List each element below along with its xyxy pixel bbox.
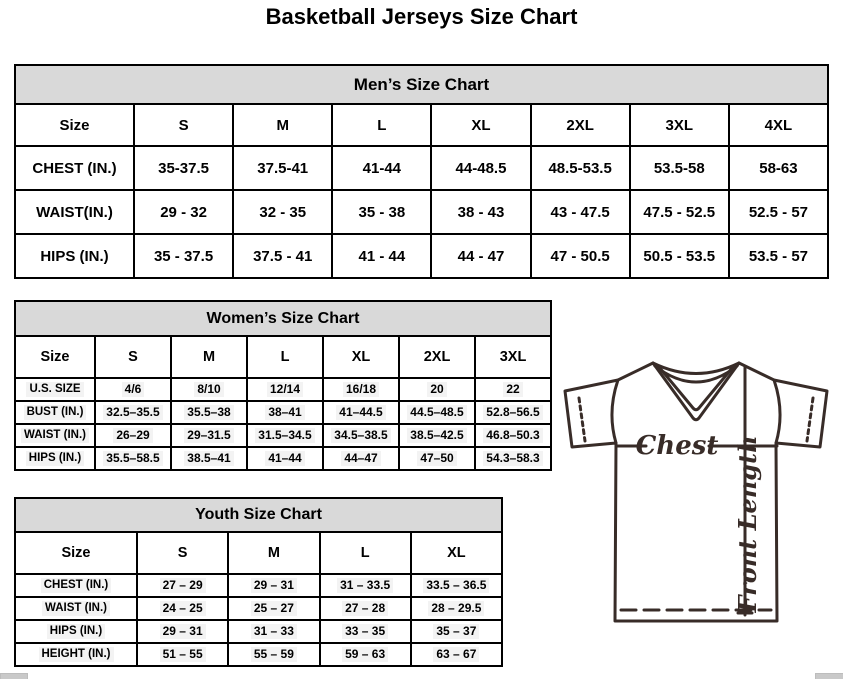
youth-value-cell — [320, 574, 411, 597]
womens-value-cell — [399, 378, 475, 401]
womens-col-header-s: S — [95, 336, 171, 378]
youth-value-cell-text: 25 – 27 — [251, 601, 297, 616]
womens-value-cell-text: 12/14 — [267, 382, 303, 397]
youth-value-cell — [411, 597, 502, 620]
womens-value-cell-text: 16/18 — [343, 382, 379, 397]
womens-value-cell — [323, 401, 399, 424]
womens-value-cell-text: 54.3–58.3 — [483, 451, 542, 466]
mens-value-cell: 37.5 - 41 — [233, 234, 332, 278]
youth-value-cell-text: 33.5 – 36.5 — [423, 578, 489, 593]
youth-value-cell — [137, 643, 228, 666]
mens-col-header-s: S — [134, 104, 233, 146]
youth-row-label — [15, 620, 137, 643]
youth-value-cell-text: 31 – 33.5 — [337, 578, 393, 593]
youth-value-cell — [137, 597, 228, 620]
mens-value-cell: 50.5 - 53.5 — [630, 234, 729, 278]
womens-value-cell — [475, 424, 551, 447]
womens-value-cell — [171, 447, 247, 470]
womens-row-label — [15, 401, 95, 424]
womens-value-cell-text: 44–47 — [341, 451, 380, 466]
mens-col-header-3xl: 3XL — [630, 104, 729, 146]
womens-value-cell-text: 52.8–56.5 — [483, 405, 542, 420]
womens-value-cell — [171, 401, 247, 424]
mens-table-title: Men’s Size Chart — [15, 65, 828, 104]
mens-size-chart-table — [14, 64, 829, 279]
womens-col-header-3xl: 3XL — [475, 336, 551, 378]
womens-value-cell — [475, 401, 551, 424]
mens-value-cell: 41-44 — [332, 146, 431, 190]
youth-value-cell-text: 35 – 37 — [433, 624, 479, 639]
womens-value-cell — [95, 401, 171, 424]
womens-value-cell — [171, 424, 247, 447]
jersey-outline-shape — [565, 363, 827, 621]
womens-value-cell-text: 41–44.5 — [336, 405, 385, 420]
womens-value-cell — [323, 424, 399, 447]
youth-value-cell — [228, 597, 319, 620]
youth-row-label — [15, 574, 137, 597]
youth-value-cell-text: 24 – 25 — [160, 601, 206, 616]
youth-value-cell — [320, 620, 411, 643]
womens-row-label — [15, 378, 95, 401]
womens-row-label-text: U.S. SIZE — [26, 382, 83, 396]
youth-value-cell — [320, 597, 411, 620]
womens-value-cell-text: 47–50 — [417, 451, 456, 466]
womens-value-cell-text: 20 — [427, 382, 446, 397]
mens-value-cell: 38 - 43 — [431, 190, 530, 234]
womens-row-label — [15, 424, 95, 447]
womens-value-cell-text: 38–41 — [265, 405, 304, 420]
womens-col-header-xl: XL — [323, 336, 399, 378]
mens-col-header-4xl: 4XL — [729, 104, 828, 146]
womens-value-cell-text: 46.8–50.3 — [483, 428, 542, 443]
womens-value-cell — [247, 401, 323, 424]
youth-value-cell — [411, 620, 502, 643]
youth-value-cell-text: 55 – 59 — [251, 647, 297, 662]
womens-col-header-l: L — [247, 336, 323, 378]
youth-value-cell-text: 63 – 67 — [433, 647, 479, 662]
youth-value-cell — [228, 620, 319, 643]
mens-value-cell: 58-63 — [729, 146, 828, 190]
womens-value-cell — [475, 447, 551, 470]
mens-row-label: HIPS (IN.) — [15, 234, 134, 278]
page-title: Basketball Jerseys Size Chart — [265, 4, 578, 29]
horizontal-scrollbar-fragment-right[interactable] — [815, 673, 843, 679]
youth-col-header-m: M — [228, 532, 319, 574]
womens-value-cell-text: 34.5–38.5 — [331, 428, 390, 443]
womens-value-cell — [247, 378, 323, 401]
youth-value-cell-text: 59 – 63 — [342, 647, 388, 662]
womens-value-cell-text: 44.5–48.5 — [407, 405, 466, 420]
womens-value-cell — [475, 378, 551, 401]
mens-value-cell: 48.5-53.5 — [531, 146, 630, 190]
womens-col-header-m: M — [171, 336, 247, 378]
mens-value-cell: 43 - 47.5 — [531, 190, 630, 234]
mens-col-header-2xl: 2XL — [531, 104, 630, 146]
mens-value-cell: 47.5 - 52.5 — [630, 190, 729, 234]
mens-value-cell: 35 - 37.5 — [134, 234, 233, 278]
womens-value-cell-text: 31.5–34.5 — [255, 428, 314, 443]
youth-row-label — [15, 597, 137, 620]
mens-value-cell: 44-48.5 — [431, 146, 530, 190]
youth-col-header-xl: XL — [411, 532, 502, 574]
youth-value-cell-text: 27 – 28 — [342, 601, 388, 616]
front-length-label: Front Length — [733, 435, 762, 613]
youth-value-cell — [228, 643, 319, 666]
youth-value-cell-text: 29 – 31 — [251, 578, 297, 593]
womens-value-cell — [247, 447, 323, 470]
mens-value-cell: 53.5 - 57 — [729, 234, 828, 278]
womens-value-cell-text: 38.5–42.5 — [407, 428, 466, 443]
youth-value-cell-text: 33 – 35 — [342, 624, 388, 639]
womens-value-cell-text: 29–31.5 — [184, 428, 233, 443]
womens-col-header-2xl: 2XL — [399, 336, 475, 378]
womens-value-cell-text: 41–44 — [265, 451, 304, 466]
womens-value-cell — [323, 378, 399, 401]
womens-value-cell-text: 32.5–35.5 — [103, 405, 162, 420]
womens-value-cell-text: 35.5–58.5 — [103, 451, 162, 466]
womens-row-label-text: WAIST (IN.) — [21, 428, 89, 442]
mens-col-header-m: M — [233, 104, 332, 146]
youth-size-header: Size — [15, 532, 137, 574]
mens-row-label: CHEST (IN.) — [15, 146, 134, 190]
youth-value-cell — [320, 643, 411, 666]
mens-size-header: Size — [15, 104, 134, 146]
mens-value-cell: 41 - 44 — [332, 234, 431, 278]
youth-value-cell — [137, 620, 228, 643]
mens-value-cell: 47 - 50.5 — [531, 234, 630, 278]
womens-row-label-text: HIPS (IN.) — [26, 451, 84, 465]
youth-row-label-text: CHEST (IN.) — [41, 578, 112, 592]
womens-value-cell-text: 22 — [503, 382, 522, 397]
womens-value-cell — [247, 424, 323, 447]
youth-value-cell — [411, 643, 502, 666]
mens-value-cell: 44 - 47 — [431, 234, 530, 278]
youth-value-cell-text: 29 – 31 — [160, 624, 206, 639]
mens-col-header-l: L — [332, 104, 431, 146]
womens-row-label-text: BUST (IN.) — [24, 405, 87, 419]
horizontal-scrollbar-fragment-left[interactable] — [0, 673, 28, 679]
mens-value-cell: 52.5 - 57 — [729, 190, 828, 234]
mens-col-header-xl: XL — [431, 104, 530, 146]
youth-row-label-text: WAIST (IN.) — [42, 601, 110, 615]
womens-value-cell-text: 35.5–38 — [184, 405, 233, 420]
chest-label: Chest — [635, 431, 719, 461]
youth-table-title: Youth Size Chart — [15, 498, 502, 532]
youth-row-label — [15, 643, 137, 666]
womens-value-cell — [399, 401, 475, 424]
womens-size-header: Size — [15, 336, 95, 378]
youth-value-cell — [411, 574, 502, 597]
womens-value-cell-text: 26–29 — [113, 428, 152, 443]
youth-value-cell-text: 31 – 33 — [251, 624, 297, 639]
youth-value-cell-text: 27 – 29 — [160, 578, 206, 593]
mens-value-cell: 35-37.5 — [134, 146, 233, 190]
mens-value-cell: 35 - 38 — [332, 190, 431, 234]
youth-row-label-text: HEIGHT (IN.) — [39, 647, 114, 661]
womens-value-cell-text: 8/10 — [194, 382, 223, 397]
womens-value-cell — [399, 424, 475, 447]
youth-value-cell-text: 51 – 55 — [160, 647, 206, 662]
youth-col-header-l: L — [320, 532, 411, 574]
womens-value-cell — [171, 378, 247, 401]
womens-value-cell — [95, 424, 171, 447]
womens-value-cell — [95, 447, 171, 470]
mens-value-cell: 29 - 32 — [134, 190, 233, 234]
jersey-measurement-diagram — [552, 354, 837, 629]
mens-value-cell: 53.5-58 — [630, 146, 729, 190]
womens-size-chart-table — [14, 300, 552, 471]
youth-col-header-s: S — [137, 532, 228, 574]
womens-table-title: Women’s Size Chart — [15, 301, 551, 336]
womens-value-cell — [399, 447, 475, 470]
youth-row-label-text: HIPS (IN.) — [47, 624, 105, 638]
womens-row-label — [15, 447, 95, 470]
womens-value-cell-text: 4/6 — [122, 382, 145, 397]
youth-value-cell-text: 28 – 29.5 — [428, 601, 484, 616]
mens-row-label: WAIST(IN.) — [15, 190, 134, 234]
youth-value-cell — [137, 574, 228, 597]
youth-size-chart-table — [14, 497, 503, 667]
womens-value-cell — [95, 378, 171, 401]
womens-value-cell-text: 38.5–41 — [184, 451, 233, 466]
mens-value-cell: 37.5-41 — [233, 146, 332, 190]
womens-value-cell — [323, 447, 399, 470]
youth-value-cell — [228, 574, 319, 597]
mens-value-cell: 32 - 35 — [233, 190, 332, 234]
